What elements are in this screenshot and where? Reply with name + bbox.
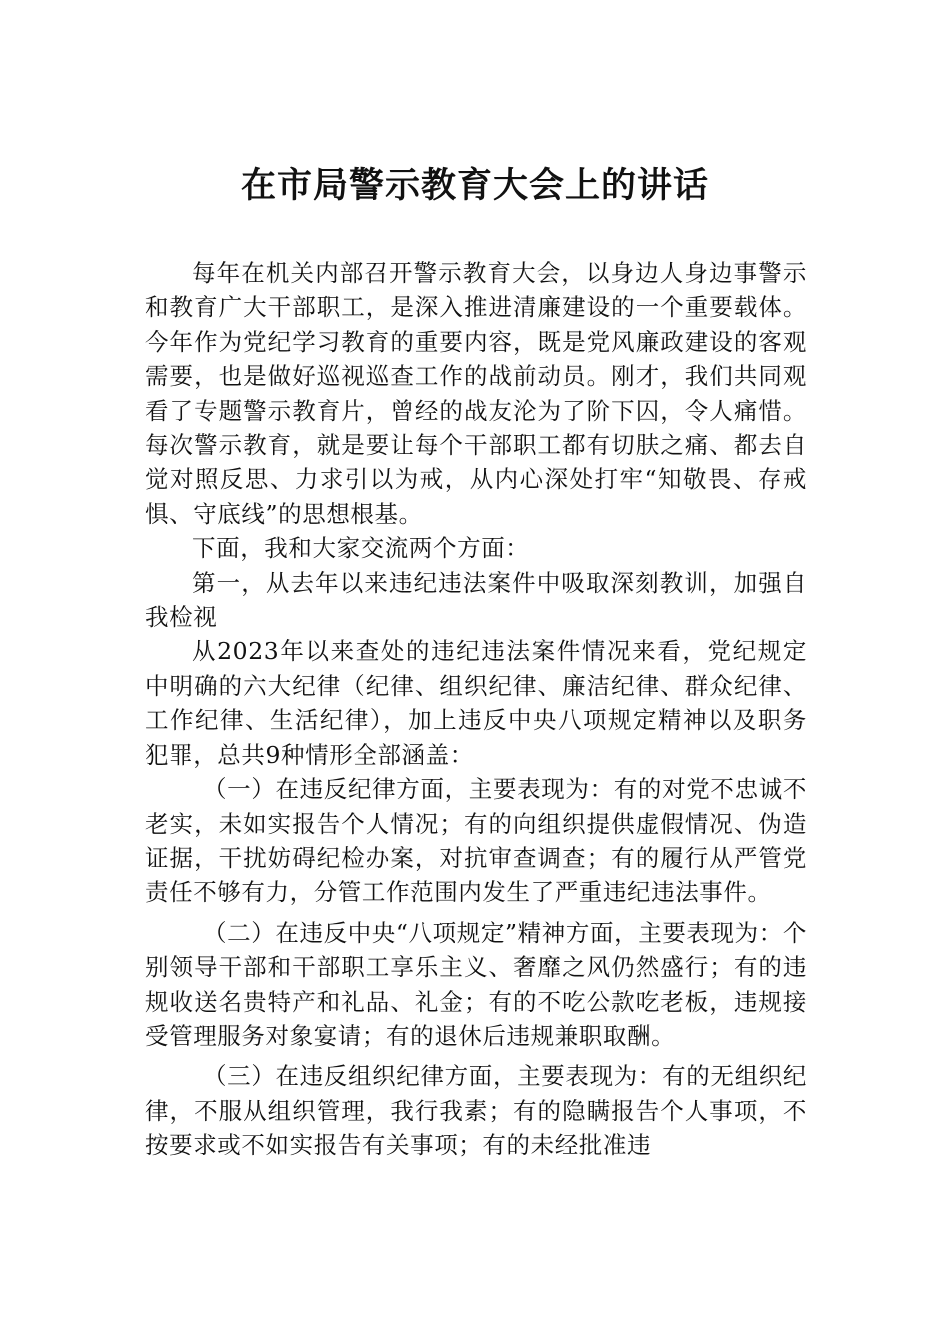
document-title: 在市局警示教育大会上的讲话 — [240, 165, 709, 206]
section-heading-first: 第一，从去年以来违纪违法案件中吸取深刻教训，加强自我检视 — [145, 568, 807, 632]
paragraph-item-two: （二）在违反中央“八项规定”精神方面，主要表现为：个别领导干部和干部职工享乐主义、奢靡之风仍然盛行；有的违规收送名贵特产和礼品、礼金；有的不吃公款吃老板，违规接受管理服务对象宴请；有的退休后违规兼职取酬。 — [145, 918, 807, 1050]
document-body — [145, 256, 807, 1163]
paragraph-case-overview: 从2023年以来查处的违纪违法案件情况来看，党纪规定中明确的六大纪律（纪律、组织纪律、廉洁纪律、群众纪律、工作纪律、生活纪律），加上违反中央八项规定精神以及职务犯罪，总共9种情形全部涵盖： — [145, 637, 807, 769]
paragraph-intro: 每年在机关内部召开警示教育大会，以身边人身边事警示和教育广大干部职工，是深入推进清廉建设的一个重要载体。今年作为党纪学习教育的重要内容，既是党风廉政建设的客观需要，也是做好巡视巡查工作的战前动员。刚才，我们共同观看了专题警示教育片，曾经的战友沦为了阶下囚，令人痛惜。每次警示教育，就是要让每个干部职工都有切肤之痛、都去自觉对照反思、力求引以为戒，从内心深处打牢“知敬畏、存戒惧、守底线”的思想根基。 — [145, 259, 807, 528]
paragraph-transition: 下面，我和大家交流两个方面： — [192, 534, 530, 563]
paragraph-item-three: （三）在违反组织纪律方面，主要表现为：有的无组织纪律，不服从组织管理，我行我素；有的隐瞒报告个人事项，不按要求或不如实报告有关事项；有的未经批准违 — [145, 1062, 807, 1160]
paragraph-item-one: （一）在违反纪律方面，主要表现为：有的对党不忠诚不老实，未如实报告个人情况；有的向组织提供虚假情况、伪造证据，干扰妨碍纪检办案，对抗审查调查；有的履行从严管党责任不够有力，分管工作范围内发生了严重违纪违法事件。 — [145, 775, 807, 907]
